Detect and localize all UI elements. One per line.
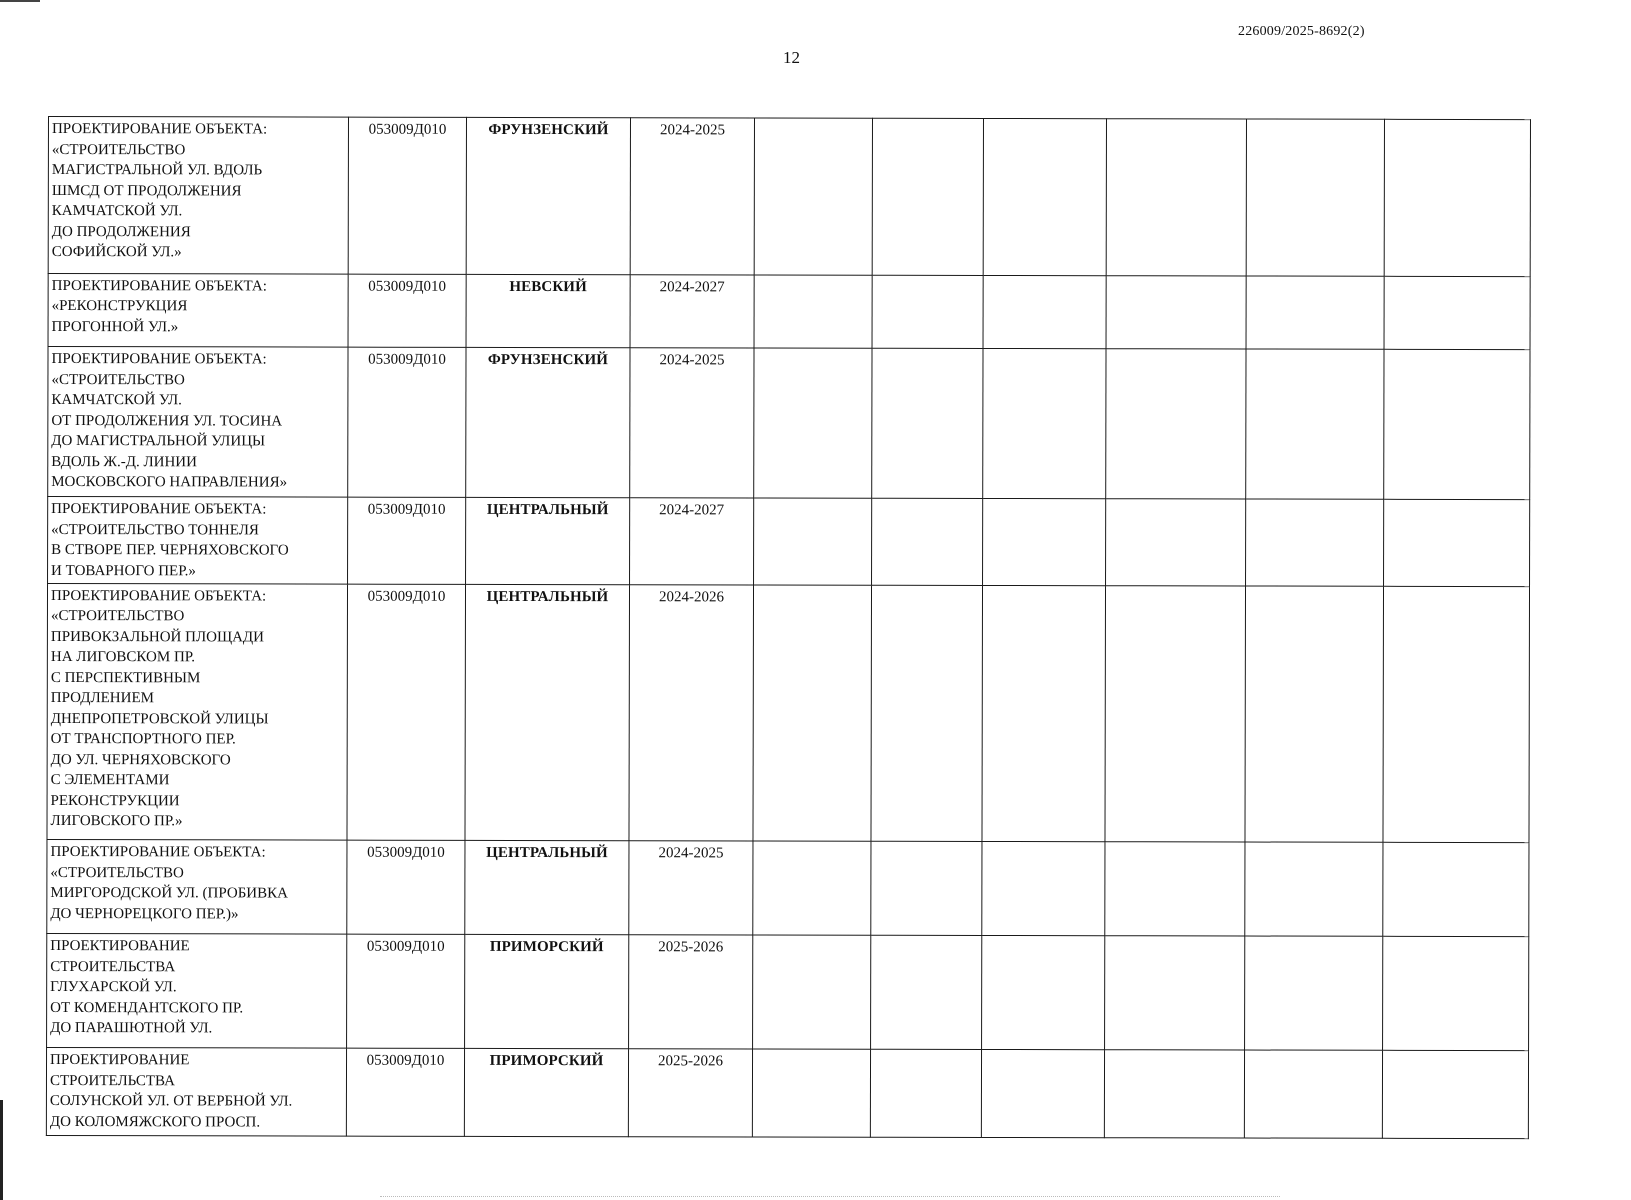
object-name-line: СТРОИТЕЛЬСТВА	[50, 958, 176, 975]
object-name-line: ПРОЕКТИРОВАНИЕ ОБЪЕКТА:	[51, 121, 268, 138]
object-name-line: «СТРОИТЕЛЬСТВО ТОННЕЛЯ	[51, 521, 259, 539]
object-name-line: МОСКОВСКОГО НАПРАВЛЕНИЯ»	[51, 474, 288, 491]
empty-cell	[982, 936, 1105, 1050]
object-name-line: ПРОЕКТИРОВАНИЕ ОБЪЕКТА:	[50, 844, 266, 861]
period-cell: 2024-2025	[630, 348, 754, 498]
empty-cell	[1384, 119, 1530, 276]
district-cell: ПРИМОРСКИЙ	[465, 935, 629, 1049]
object-name-line: ШМСД ОТ ПРОДОЛЖЕНИЯ	[51, 182, 242, 199]
empty-cell	[1384, 499, 1530, 586]
period-cell: 2024-2027	[630, 498, 754, 585]
object-name-line: ПРИВОКЗАЛЬНОЙ ПЛОЩАДИ	[50, 628, 265, 646]
page-number: 12	[783, 48, 800, 67]
object-name-line: КАМЧАТСКОЙ УЛ.	[51, 203, 183, 220]
empty-cell	[1246, 276, 1384, 350]
empty-cell	[1245, 936, 1383, 1050]
empty-cell	[872, 118, 983, 275]
empty-cell	[754, 498, 872, 585]
table-row	[46, 1048, 1528, 1139]
object-name-cell	[48, 117, 348, 275]
table-row	[48, 117, 1530, 277]
empty-cell	[1246, 349, 1384, 499]
budget-code-cell: 053009Д010	[348, 347, 466, 497]
empty-cell	[982, 842, 1105, 936]
object-name-line: НА ЛИГОВСКОМ ПР.	[50, 649, 196, 666]
empty-cell	[752, 1049, 870, 1137]
table-row	[47, 583, 1530, 843]
period-cell: 2025-2026	[628, 1049, 752, 1137]
object-name-line: ЛИГОВСКОГО ПР.»	[50, 813, 183, 830]
object-name-line: «СТРОИТЕЛЬСТВО	[51, 141, 186, 158]
empty-cell	[872, 349, 983, 499]
object-name-line: ПРОЕКТИРОВАНИЕ ОБЪЕКТА:	[51, 277, 267, 295]
empty-cell	[753, 585, 872, 842]
empty-cell	[871, 935, 982, 1049]
empty-cell	[1245, 586, 1384, 843]
budget-code-cell: 053009Д010	[348, 274, 466, 348]
district-cell: ЦЕНТРАЛЬНЫЙ	[466, 497, 630, 584]
empty-cell	[983, 499, 1106, 586]
district-cell: НЕВСКИЙ	[466, 274, 630, 348]
district-cell: ЦЕНТРАЛЬНЫЙ	[465, 584, 630, 841]
empty-cell	[1106, 499, 1246, 586]
object-name-line: ДО ПРОДОЛЖЕНИЯ	[51, 223, 191, 240]
table-row	[47, 840, 1529, 937]
period-cell: 2024-2025	[629, 841, 753, 935]
object-name-line: ОТ ТРАНСПОРТНОГО ПЕР.	[50, 731, 236, 748]
empty-cell	[753, 935, 871, 1049]
empty-cell	[1245, 842, 1383, 936]
object-name-line: С ЭЛЕМЕНТАМИ	[50, 772, 170, 789]
empty-cell	[871, 842, 982, 936]
empty-cell	[1244, 1050, 1382, 1138]
empty-cell	[1384, 276, 1530, 350]
empty-cell	[1383, 936, 1529, 1050]
table-row	[48, 497, 1530, 587]
period-cell: 2024-2026	[629, 584, 754, 841]
empty-cell	[1105, 842, 1245, 936]
empty-cell	[871, 585, 983, 842]
empty-cell	[983, 118, 1106, 275]
object-name-line: ОТ КОМЕНДАНТСКОГО ПР.	[50, 999, 244, 1017]
object-name-line: «СТРОИТЕЛЬСТВО	[50, 864, 184, 882]
empty-cell	[753, 841, 871, 935]
object-name-cell	[47, 934, 347, 1049]
object-name-line: МИРГОРОДСКОЙ УЛ. (ПРОБИВКА	[50, 885, 289, 902]
object-name-line: ДНЕПРОПЕТРОВСКОЙ УЛИЦЫ	[50, 710, 269, 728]
object-name-line: ДО ПАРАШЮТНОЙ УЛ.	[50, 1020, 213, 1037]
budget-code-cell: 053009Д010	[347, 934, 465, 1048]
period-cell: 2025-2026	[629, 935, 753, 1049]
empty-cell	[1106, 349, 1246, 499]
empty-cell	[983, 275, 1106, 349]
object-name-line: ПРОЕКТИРОВАНИЕ	[50, 1052, 190, 1069]
object-name-line: СОЛУНСКОЙ УЛ. ОТ ВЕРБНОЙ УЛ.	[49, 1093, 293, 1110]
empty-cell	[981, 1050, 1104, 1138]
object-name-line: ДО МАГИСТРАЛЬНОЙ УЛИЦЫ	[51, 433, 266, 450]
empty-cell	[872, 275, 983, 349]
table-body	[46, 117, 1530, 1139]
object-name-line: В СТВОРЕ ПЕР. ЧЕРНЯХОВСКОГО	[51, 542, 289, 559]
period-cell: 2024-2027	[630, 275, 754, 349]
object-name-line: ПРОЕКТИРОВАНИЕ ОБЪЕКТА:	[50, 587, 267, 605]
object-name-cell	[47, 840, 347, 934]
object-name-cell	[47, 583, 348, 840]
empty-cell	[1106, 119, 1246, 276]
object-name-line: МАГИСТРАЛЬНОЙ УЛ. ВДОЛЬ	[51, 162, 263, 179]
scan-artifact-top-left	[0, 0, 40, 2]
district-cell: ЦЕНТРАЛЬНЫЙ	[465, 841, 629, 935]
empty-cell	[1104, 1050, 1244, 1138]
object-name-line: ВДОЛЬ Ж.-Д. ЛИНИИ	[51, 453, 198, 471]
empty-cell	[872, 498, 983, 585]
empty-cell	[1106, 276, 1246, 350]
empty-cell	[1246, 499, 1384, 586]
empty-cell	[983, 349, 1106, 499]
object-name-line: СТРОИТЕЛЬСТВА	[49, 1072, 175, 1090]
object-name-line: «СТРОИТЕЛЬСТВО	[51, 371, 185, 389]
budget-code-cell: 053009Д010	[348, 497, 466, 584]
object-name-line: ДО КОЛОМЯЖСКОГО ПРОСП.	[49, 1113, 261, 1131]
object-name-line: «СТРОИТЕЛЬСТВО	[50, 608, 185, 625]
district-cell: ФРУНЗЕНСКИЙ	[466, 348, 630, 498]
object-name-line: ПРОЕКТИРОВАНИЕ	[50, 938, 190, 955]
empty-cell	[1383, 586, 1530, 843]
budget-code-cell: 053009Д010	[348, 117, 466, 274]
empty-cell	[1382, 1051, 1528, 1139]
object-name-line: ОТ ПРОДОЛЖЕНИЯ УЛ. ТОСИНА	[51, 412, 283, 430]
object-name-line: И ТОВАРНОГО ПЕР.»	[51, 562, 196, 579]
object-name-line: КАМЧАТСКОЙ УЛ.	[51, 392, 182, 409]
object-name-cell	[48, 273, 348, 347]
object-name-line: С ПЕРСПЕКТИВНЫМ	[50, 669, 201, 686]
district-cell: ФРУНЗЕНСКИЙ	[466, 117, 630, 274]
empty-cell	[1383, 843, 1529, 937]
empty-cell	[870, 1050, 981, 1138]
scan-artifact-bottom	[380, 1196, 1280, 1198]
object-name-line: СОФИЙСКОЙ УЛ.»	[51, 244, 182, 261]
budget-code-cell: 053009Д010	[347, 584, 466, 841]
period-cell: 2024-2025	[630, 118, 754, 275]
object-name-cell	[48, 347, 348, 497]
object-name-line: ПРОЕКТИРОВАНИЕ ОБЪЕКТА:	[51, 501, 267, 518]
document-number: 226009/2025-8692(2)	[1238, 24, 1365, 39]
object-name-line: ДО УЛ. ЧЕРНЯХОВСКОГО	[50, 751, 231, 769]
empty-cell	[1246, 119, 1384, 276]
object-name-cell	[46, 1048, 346, 1136]
empty-cell	[1384, 350, 1530, 500]
object-name-line: ГЛУХАРСКОЙ УЛ.	[50, 979, 177, 996]
empty-cell	[1105, 936, 1245, 1050]
empty-cell	[754, 275, 872, 349]
district-cell: ПРИМОРСКИЙ	[464, 1049, 628, 1137]
object-name-line: ДО ЧЕРНОРЕЦКОГО ПЕР.)»	[50, 905, 239, 923]
empty-cell	[1105, 585, 1246, 842]
object-name-line: РЕКОНСТРУКЦИИ	[50, 792, 180, 809]
scan-artifact-bottom-left	[0, 1100, 3, 1200]
object-name-cell	[48, 497, 348, 584]
objects-table	[46, 116, 1531, 1139]
object-name-line: ПРОГОННОЙ УЛ.»	[51, 318, 179, 336]
table-row	[48, 347, 1530, 500]
budget-code-cell: 053009Д010	[346, 1048, 464, 1136]
table-row	[48, 273, 1530, 349]
object-name-line: ПРОЕКТИРОВАНИЕ ОБЪЕКТА:	[51, 351, 267, 368]
object-name-line: ПРОДЛЕНИЕМ	[50, 690, 154, 707]
empty-cell	[754, 118, 872, 275]
budget-code-cell: 053009Д010	[347, 841, 465, 935]
table-row	[47, 934, 1529, 1051]
empty-cell	[982, 585, 1106, 842]
object-name-line: «РЕКОНСТРУКЦИЯ	[51, 298, 188, 315]
empty-cell	[754, 348, 872, 498]
